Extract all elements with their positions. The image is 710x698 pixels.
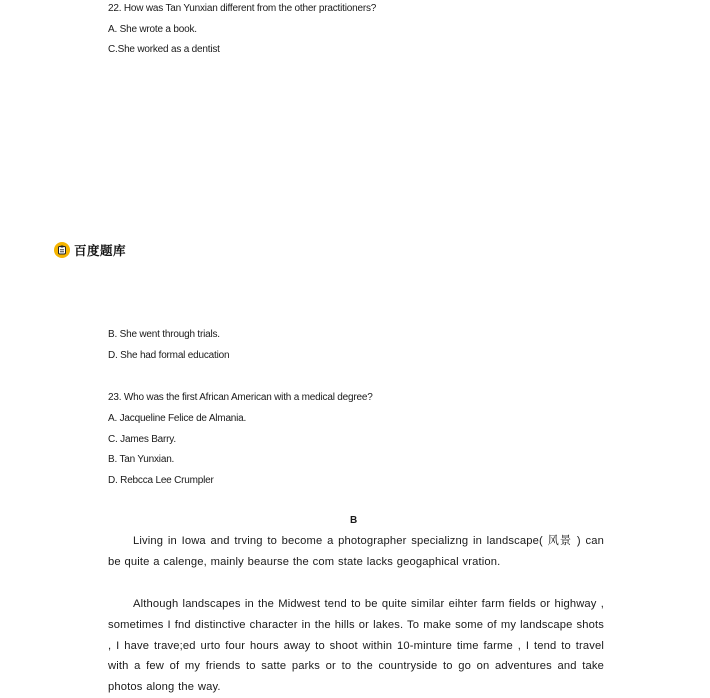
question-22-option-b: B. She went through trials. — [108, 329, 220, 340]
question-23-text: 23. Who was the first African American with a medical degree? — [108, 392, 373, 403]
question-22-option-a: A. She wrote a book. — [108, 24, 197, 35]
question-22-option-c: C.She worked as a dentist — [108, 44, 220, 55]
question-23-option-d: D. Rebcca Lee Crumpler — [108, 475, 214, 486]
passage-paragraph-1-text: Living in Iowa and trving to become a photographer specializng in landscape( 风景 ) can be quite a calenge, mainly beaurse the com state lacks geogaphical vration. — [108, 535, 604, 568]
section-b-title: B — [350, 515, 358, 526]
question-22-text: 22. How was Tan Yunxian different from the other practitioners? — [108, 3, 377, 14]
question-23-option-a: A. Jacqueline Felice de Almania. — [108, 413, 247, 424]
question-22-option-d: D. She had formal education — [108, 350, 230, 361]
question-23-option-c: C. James Barry. — [108, 434, 176, 445]
passage-paragraph-2-text: Although landscapes in the Midwest tend to be quite similar eihter farm fields or highway , sometimes I fnd distinctive character in the hills or lakes. To make some of my landscape shots , I have trave;ed urto four hours away to shoot within 10-minture time farme , I tend to travel with a few of my friends to satte parks or to the countryside to go on adventures and take photos along the way. — [108, 598, 604, 694]
baidu-tiku-icon — [54, 242, 70, 258]
passage-paragraph-1 — [108, 531, 604, 573]
logo-text: 百度题库 — [74, 243, 127, 258]
baidu-tiku-logo — [54, 241, 126, 259]
question-23-option-b: B. Tan Yunxian. — [108, 454, 175, 465]
passage-paragraph-2 — [108, 594, 604, 698]
